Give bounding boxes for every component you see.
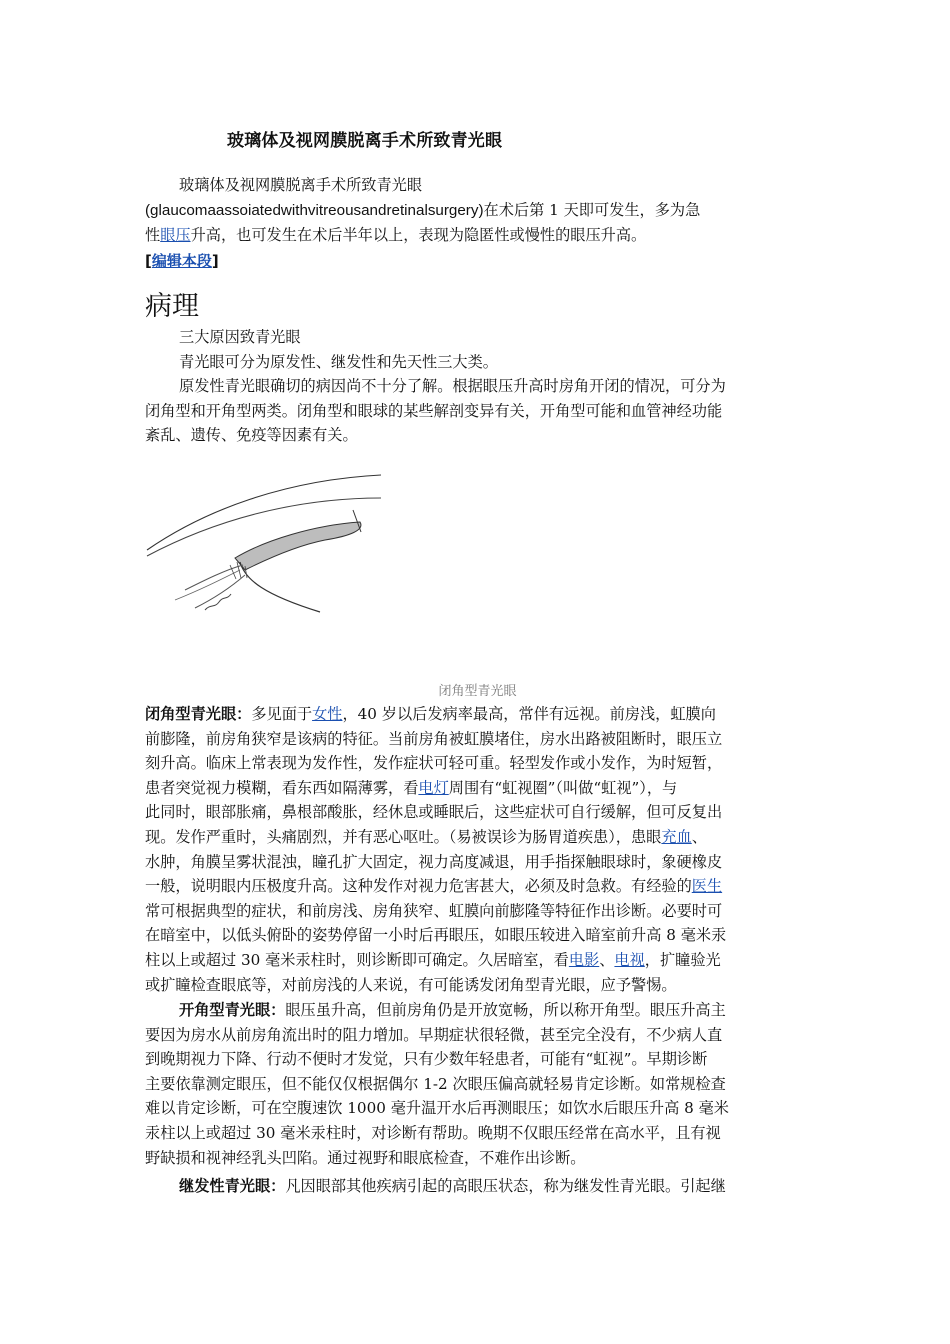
text-run: 眼压虽升高，但前房角仍是开放宽畅，所以称开角型。眼压升高主 xyxy=(285,1001,726,1019)
text-line: 此同时，眼部胀痛，鼻根部酸胀，经休息或睡眠后，这些症状可自行缓解，但可反复出 xyxy=(145,803,723,822)
text-line: 汞柱以上或超过 30 毫米汞柱时，对诊断有帮助。晚期不仅眼压经常在高水平，且有视 xyxy=(145,1123,721,1142)
term-secondary: 继发性青光眼： xyxy=(179,1177,286,1195)
link-congestion[interactable]: 充血 xyxy=(661,827,692,846)
link-yanya[interactable]: 眼压 xyxy=(160,226,191,245)
document-title: 玻璃体及视网膜脱离手术所致青光眼 xyxy=(227,131,503,151)
paragraph-types: 青光眼可分为原发性、继发性和先天性三大类。 xyxy=(179,352,498,371)
paragraph-primary-line: 原发性青光眼确切的病因尚不十分了解。根据眼压升高时房角开闭的情况，可分为 xyxy=(179,377,726,396)
intro-line xyxy=(145,223,810,248)
link-female[interactable]: 女性 xyxy=(312,705,343,723)
edit-bracket-open: [ xyxy=(145,252,152,270)
text-line xyxy=(145,874,810,899)
paragraph-primary-line: 紊乱、遗传、免疫等因素有关。 xyxy=(145,426,358,445)
angle-closure-illustration xyxy=(145,470,385,620)
section-heading: 病理 xyxy=(145,291,199,322)
text-line: 在暗室中，以低头俯卧的姿势停留一小时后再眼压，如眼压较进入暗室前升高 8 毫米汞 xyxy=(145,926,727,945)
text-line xyxy=(145,1174,810,1199)
text-run: ，扩瞳验光 xyxy=(644,950,721,969)
text-run: 柱以上或超过 30 毫米汞柱时，则诊断即可确定。久居暗室，看 xyxy=(145,950,569,969)
text-line: 常可根据典型的症状，和前房浅、房角狭窄、虹膜向前膨隆等特征作出诊断。必要时可 xyxy=(145,901,723,920)
term-open-angle: 开角型青光眼： xyxy=(179,1001,286,1019)
text-line xyxy=(145,998,810,1023)
text-line: 或扩瞳检查眼底等，对前房浅的人来说，有可能诱发闭角型青光眼，应予警惕。 xyxy=(145,975,677,994)
text-run: 、 xyxy=(691,827,707,846)
link-electric-lamp[interactable]: 电灯 xyxy=(418,778,449,797)
text-line: 到晚期视力下降、行动不便时才发觉，只有少数年轻患者，可能有“虹视”。早期诊断 xyxy=(145,1050,708,1069)
text-line: 前膨隆，前房角狭窄是该病的特征。当前房角被虹膜堵住，房水出路被阻断时，眼压立 xyxy=(145,729,723,748)
intro-paragraph xyxy=(145,173,810,248)
text-line xyxy=(145,825,810,850)
secondary-section xyxy=(145,1174,810,1199)
text-line xyxy=(145,948,810,973)
edit-bracket-close: ] xyxy=(211,252,219,270)
edit-section-control xyxy=(145,250,219,271)
intro-text: 升高，也可发生在术后半年以上，表现为隐匿性或慢性的眼压升高。 xyxy=(190,226,647,245)
term-closed-angle: 闭角型青光眼： xyxy=(145,705,252,723)
open-angle-section xyxy=(145,998,810,1170)
figure-caption: 闭角型青光眼 xyxy=(438,684,517,699)
text-line: 主要依靠测定眼压，但不能仅仅根据偶尔 1-2 次眼压偏高就轻易肯定诊断。如常规检查 xyxy=(145,1074,726,1093)
text-line xyxy=(145,702,810,727)
text-run: 现。发作严重时，头痛剧烈，并有恶心呕吐。（易被误诊为肠胃道疾患），患眼 xyxy=(145,827,662,846)
link-movie[interactable]: 电影 xyxy=(568,950,600,969)
text-run: 凡因眼部其他疾病引起的高眼压状态，称为继发性青光眼。引起继 xyxy=(285,1177,726,1195)
link-doctor[interactable]: 医生 xyxy=(691,877,723,896)
text-line: 野缺损和视神经乳头凹陷。通过视野和眼底检查，不难作出诊断。 xyxy=(145,1148,586,1167)
text-line: 刻升高。临床上常表现为发作性，发作症状可轻可重。轻型发作或小发作，为时短暂， xyxy=(145,754,723,773)
intro-line: 玻璃体及视网膜脱离手术所致青光眼 xyxy=(179,176,422,194)
text-run: ，40 岁以后发病率最高，常伴有远视。前房浅，虹膜向 xyxy=(342,705,716,723)
text-line: 水肿，角膜呈雾状混浊，瞳孔扩大固定，视力高度减退，用手指探触眼球时，象硬橡皮 xyxy=(145,852,723,871)
text-line: 要因为房水从前房角流出时的阻力增加。早期症状很轻微，甚至完全没有，不少病人直 xyxy=(145,1025,723,1044)
paragraph-causes: 三大原因致青光眼 xyxy=(179,328,301,346)
paragraph-primary-line: 闭角型和开角型两类。闭角型和眼球的某些解剖变异有关，开角型可能和血管神经功能 xyxy=(145,401,723,420)
text-run: 、 xyxy=(599,950,615,969)
intro-line xyxy=(145,198,810,224)
intro-text: 在术后第 1 天即可发生，多为急 xyxy=(483,200,701,219)
edit-section-link[interactable]: 编辑本段 xyxy=(151,252,212,270)
figure-closed-angle xyxy=(145,470,385,620)
pathology-block xyxy=(145,325,810,448)
text-run: 周围有“虹视圈”（叫做“虹视”），与 xyxy=(448,778,678,797)
link-tv[interactable]: 电视 xyxy=(614,950,645,969)
text-run: 多见面于 xyxy=(251,705,313,723)
text-run: 患者突觉视力模糊，看东西如隔薄雾，看 xyxy=(145,778,419,797)
intro-latin-name: (glaucomaassoiatedwithvitreousandretinalsurgery) xyxy=(145,201,484,219)
text-line: 难以肯定诊断，可在空腹速饮 1000 毫升温开水后再测眼压；如饮水后眼压升高 8 毫米 xyxy=(145,1099,729,1118)
text-line xyxy=(145,776,810,801)
text-run: 一般，说明眼内压极度升高。这种发作对视力危害甚大，必须及时急救。有经验的 xyxy=(145,877,692,896)
closed-angle-section xyxy=(145,702,810,997)
intro-text: 性 xyxy=(145,226,161,245)
